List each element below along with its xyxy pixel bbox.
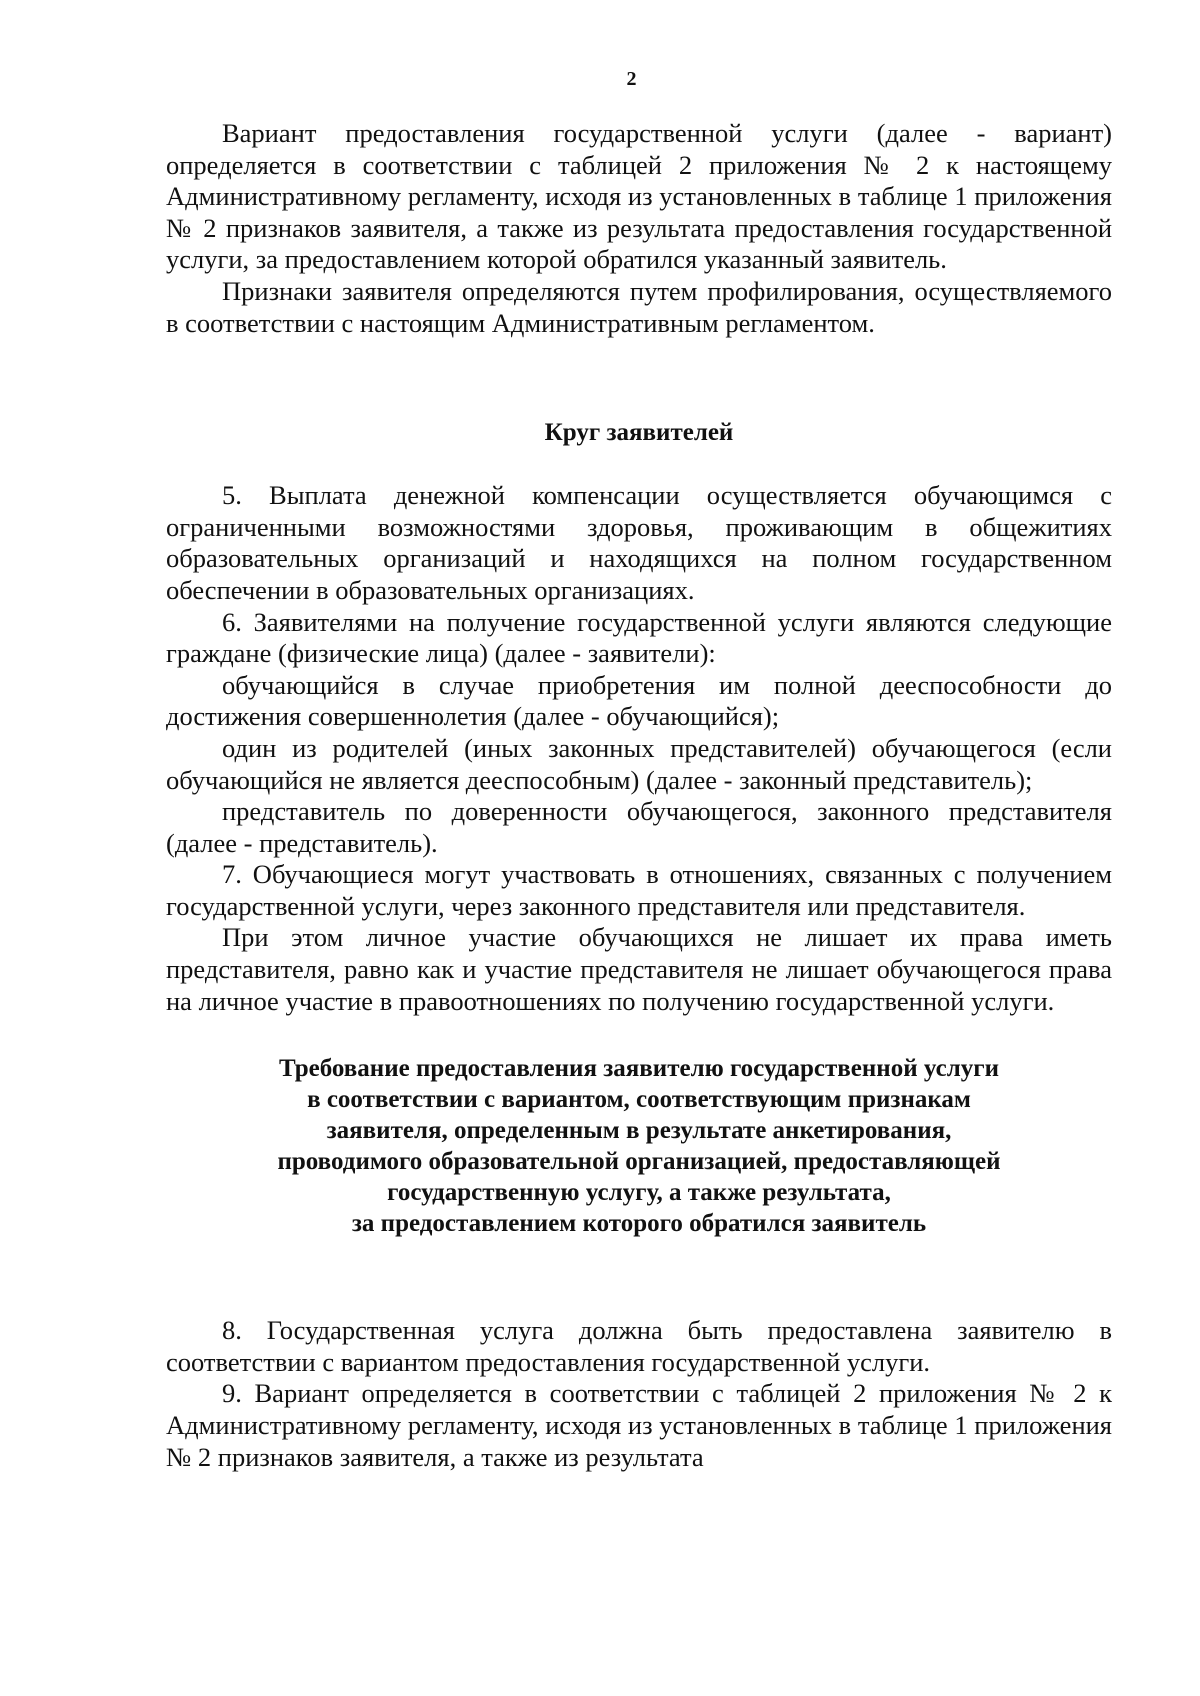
paragraph-item-8: 8. Государственная услуга должна быть предоставлена заявителю в соответствии с вариантом предоставления государственной услуги. bbox=[166, 1315, 1112, 1377]
heading-line: государственную услугу, а также результата, bbox=[387, 1179, 891, 1207]
paragraph-item-7-personal-participation: При этом личное участие обучающихся не лишает их права иметь представителя, равно как и участие представителя не лишает обучающегося права на личное участие в правоотношениях по получению государственной услуги. bbox=[166, 922, 1112, 1016]
paragraph-item-6-legal-rep: один из родителей (иных законных представителей) обучающегося (если обучающийся не является дееспособным) (далее - законный представитель); bbox=[166, 732, 1112, 795]
paragraph-applicant-signs: Признаки заявителя определяются путем профилирования, осуществляемого в соответствии с настоящим Административным регламентом. bbox=[166, 275, 1112, 338]
paragraph-item-6: 6. Заявителями на получение государственной услуги являются следующие граждане (физические лица) (далее - заявители): bbox=[166, 606, 1112, 669]
heading-line: за предоставлением которого обратился заявитель bbox=[351, 1210, 927, 1238]
page-number: 2 bbox=[626, 68, 637, 90]
heading-variant-requirement bbox=[166, 1053, 1112, 1239]
heading-line: заявителя, определенным в результате анкетирования, bbox=[326, 1117, 952, 1145]
paragraph-item-6-student: обучающийся в случае приобретения им полной дееспособности до достижения совершеннолетия (далее - обучающийся); bbox=[166, 669, 1112, 732]
paragraph-variant-definition: Вариант предоставления государственной услуги (далее - вариант) определяется в соответствии с таблицей 2 приложения № 2 к настоящему Административному регламенту, исходя из установленных в таблице 1 приложения № 2 признаков заявителя, а также из результата предоставления государственной услуги, за предоставлением которой обратился указанный заявитель. bbox=[166, 118, 1112, 275]
heading-line: проводимого образовательной организацией, предоставляющей bbox=[277, 1148, 1001, 1176]
heading-line: Требование предоставления заявителю государственной услуги bbox=[279, 1055, 999, 1083]
heading-line: в соответствии с вариантом, соответствующим признакам bbox=[307, 1086, 971, 1114]
paragraph-item-7: 7. Обучающиеся могут участвовать в отношениях, связанных с получением государственной услуги, через законного представителя или представителя. bbox=[166, 859, 1112, 921]
paragraph-item-5: 5. Выплата денежной компенсации осуществляется обучающимся с ограниченными возможностями здоровья, проживающим в общежитиях образовательных организаций и находящихся на полном государственном обеспечении в образовательных организациях. bbox=[166, 480, 1112, 605]
heading-applicants-circle: Круг заявителей bbox=[544, 419, 734, 447]
paragraph-item-9: 9. Вариант определяется в соответствии с таблицей 2 приложения № 2 к Административному регламенту, исходя из установленных в таблице 1 приложения № 2 признаков заявителя, а также из результата bbox=[166, 1378, 1112, 1472]
document-body bbox=[166, 118, 1112, 1473]
paragraph-item-6-representative: представитель по доверенности обучающегося, законного представителя (далее - представитель). bbox=[166, 796, 1112, 858]
